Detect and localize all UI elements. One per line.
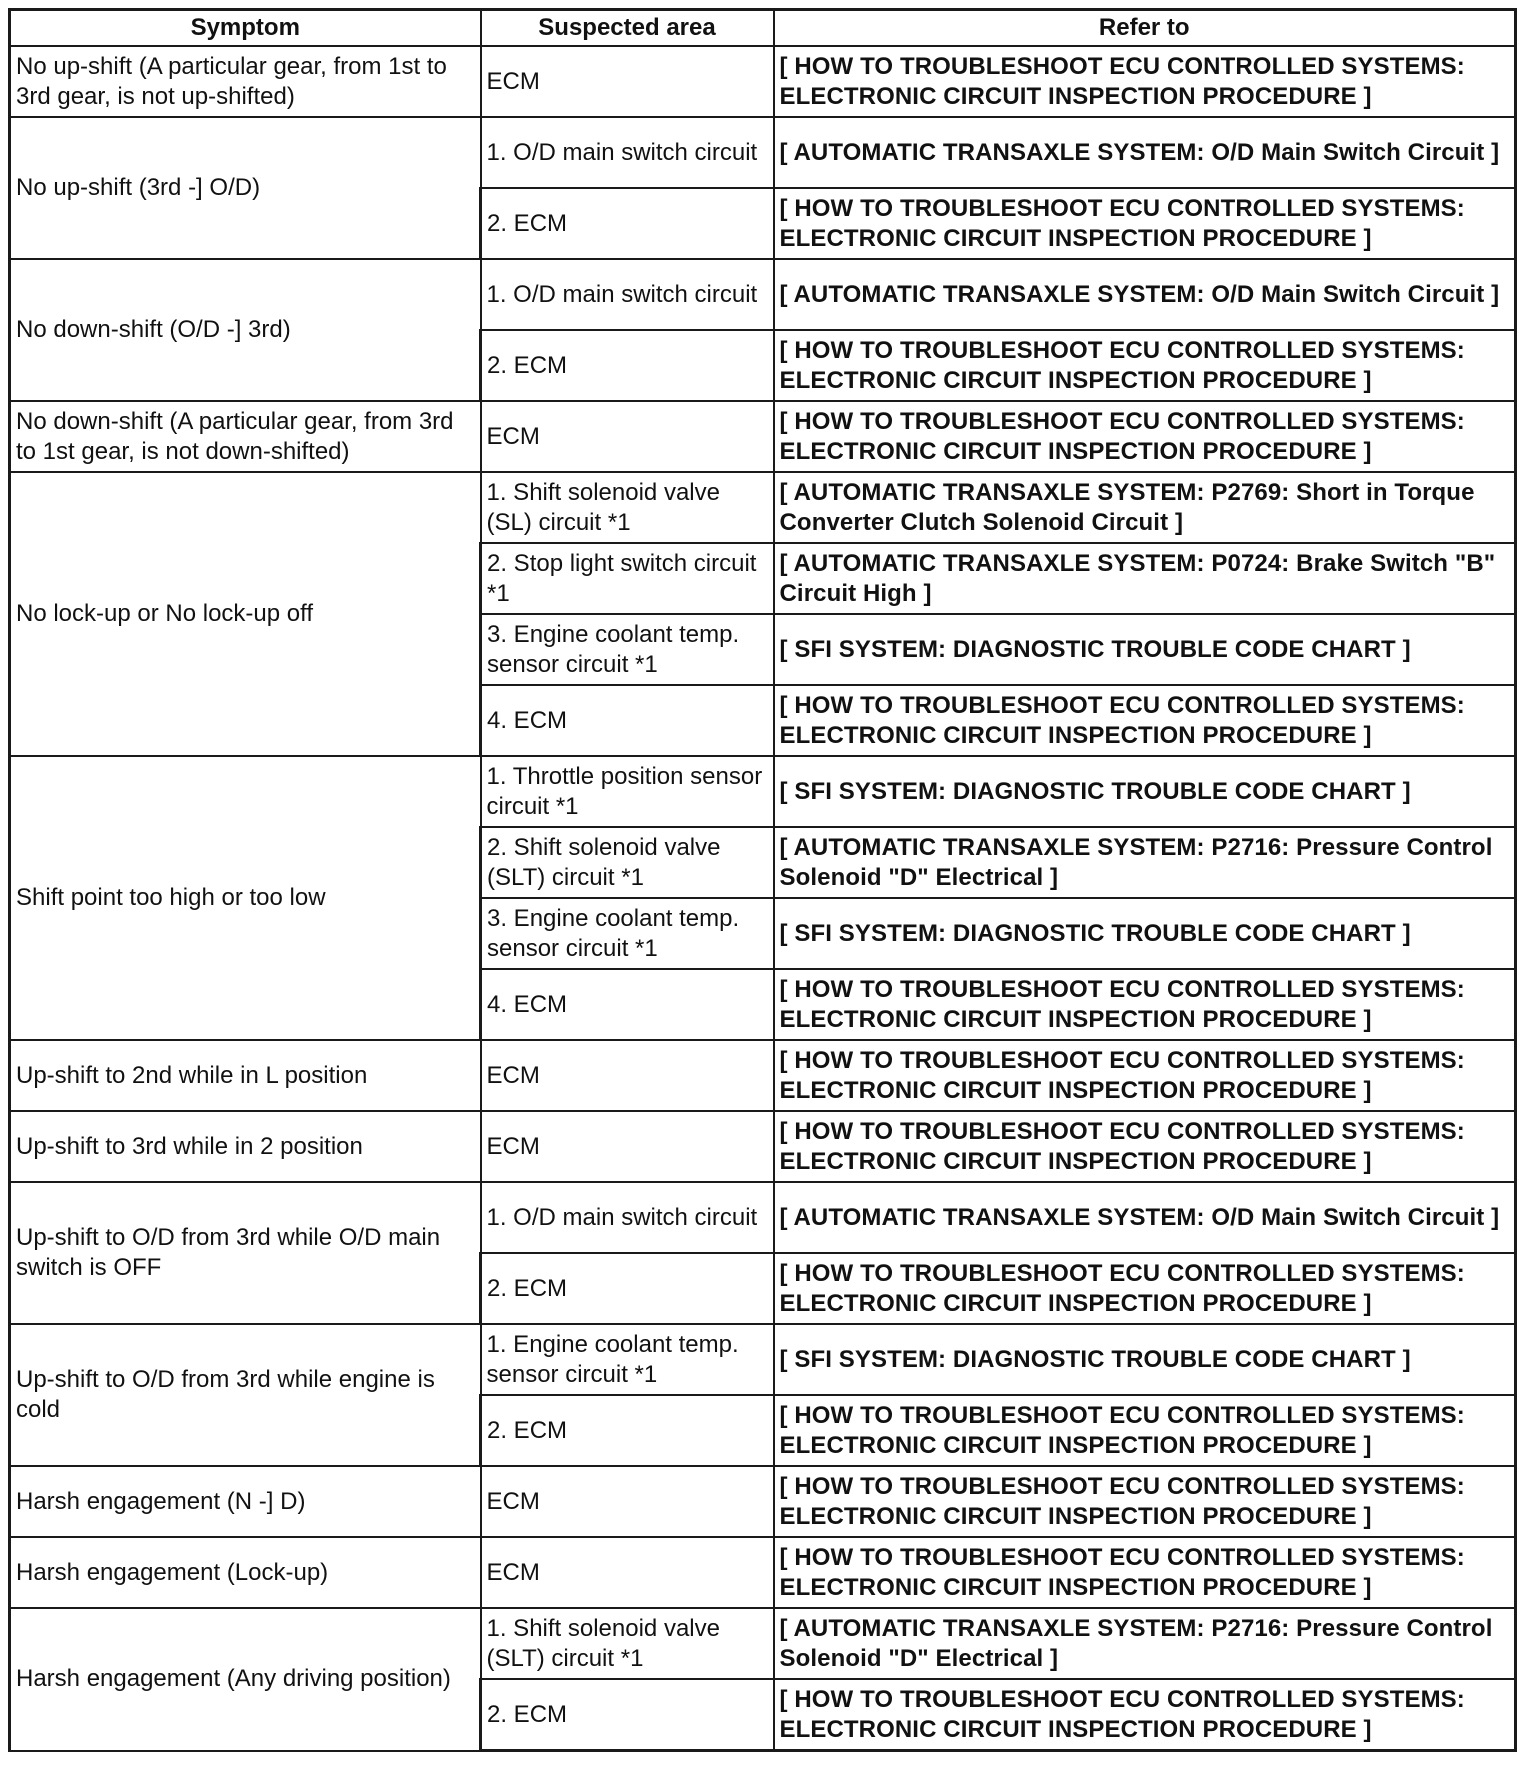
- table-header: [10, 10, 1516, 47]
- suspected-area-cell: ECM: [481, 401, 774, 472]
- suspected-area-cell: ECM: [481, 1111, 774, 1182]
- problem-symptoms-table: [8, 8, 1517, 1752]
- refer-to-link[interactable]: [ HOW TO TROUBLESHOOT ECU CONTROLLED SYSTEMS: ELECTRONIC CIRCUIT INSPECTION PROCEDURE ]: [774, 1253, 1516, 1324]
- suspected-area-cell: 2. ECM: [481, 188, 774, 259]
- header-suspected-area: Suspected area: [481, 10, 774, 47]
- symptom-cell: No up-shift (A particular gear, from 1st to 3rd gear, is not up-shifted): [10, 46, 481, 117]
- suspected-area-cell: 4. ECM: [481, 685, 774, 756]
- suspected-area-cell: 2. Shift solenoid valve (SLT) circuit *1: [481, 827, 774, 898]
- refer-to-link[interactable]: [ HOW TO TROUBLESHOOT ECU CONTROLLED SYSTEMS: ELECTRONIC CIRCUIT INSPECTION PROCEDURE ]: [774, 1111, 1516, 1182]
- symptom-cell: No down-shift (A particular gear, from 3rd to 1st gear, is not down-shifted): [10, 401, 481, 472]
- table-row: [10, 1466, 1516, 1537]
- symptom-cell: Shift point too high or too low: [10, 756, 481, 1040]
- table-row: [10, 1182, 1516, 1253]
- symptom-cell: Up-shift to O/D from 3rd while O/D main switch is OFF: [10, 1182, 481, 1324]
- suspected-area-cell: 1. Shift solenoid valve (SL) circuit *1: [481, 472, 774, 543]
- refer-to-link[interactable]: [ AUTOMATIC TRANSAXLE SYSTEM: P2716: Pressure Control Solenoid "D" Electrical ]: [774, 827, 1516, 898]
- suspected-area-cell: 1. Shift solenoid valve (SLT) circuit *1: [481, 1608, 774, 1679]
- suspected-area-cell: 3. Engine coolant temp. sensor circuit *1: [481, 614, 774, 685]
- suspected-area-cell: 4. ECM: [481, 969, 774, 1040]
- refer-to-link[interactable]: [ HOW TO TROUBLESHOOT ECU CONTROLLED SYSTEMS: ELECTRONIC CIRCUIT INSPECTION PROCEDURE ]: [774, 969, 1516, 1040]
- refer-to-link[interactable]: [ HOW TO TROUBLESHOOT ECU CONTROLLED SYSTEMS: ELECTRONIC CIRCUIT INSPECTION PROCEDURE ]: [774, 1537, 1516, 1608]
- suspected-area-cell: ECM: [481, 1040, 774, 1111]
- symptom-cell: No down-shift (O/D -] 3rd): [10, 259, 481, 401]
- suspected-area-cell: 1. Engine coolant temp. sensor circuit *1: [481, 1324, 774, 1395]
- suspected-area-cell: ECM: [481, 1537, 774, 1608]
- table-row: [10, 46, 1516, 117]
- refer-to-link[interactable]: [ AUTOMATIC TRANSAXLE SYSTEM: P0724: Brake Switch "B" Circuit High ]: [774, 543, 1516, 614]
- suspected-area-cell: 1. O/D main switch circuit: [481, 1182, 774, 1253]
- symptom-cell: Up-shift to 3rd while in 2 position: [10, 1111, 481, 1182]
- refer-to-link[interactable]: [ SFI SYSTEM: DIAGNOSTIC TROUBLE CODE CHART ]: [774, 756, 1516, 827]
- header-symptom: Symptom: [10, 10, 481, 47]
- suspected-area-cell: 2. ECM: [481, 1679, 774, 1751]
- table-row: [10, 117, 1516, 188]
- suspected-area-cell: 1. O/D main switch circuit: [481, 117, 774, 188]
- table-row: [10, 1040, 1516, 1111]
- refer-to-link[interactable]: [ SFI SYSTEM: DIAGNOSTIC TROUBLE CODE CHART ]: [774, 1324, 1516, 1395]
- symptom-cell: Up-shift to 2nd while in L position: [10, 1040, 481, 1111]
- table-row: [10, 1537, 1516, 1608]
- suspected-area-cell: 3. Engine coolant temp. sensor circuit *1: [481, 898, 774, 969]
- symptom-cell: Harsh engagement (Lock-up): [10, 1537, 481, 1608]
- document-page: [8, 8, 1514, 1752]
- refer-to-link[interactable]: [ AUTOMATIC TRANSAXLE SYSTEM: P2769: Short in Torque Converter Clutch Solenoid Circuit ]: [774, 472, 1516, 543]
- header-refer-to: Refer to: [774, 10, 1516, 47]
- refer-to-link[interactable]: [ HOW TO TROUBLESHOOT ECU CONTROLLED SYSTEMS: ELECTRONIC CIRCUIT INSPECTION PROCEDURE ]: [774, 1466, 1516, 1537]
- suspected-area-cell: 2. Stop light switch circuit *1: [481, 543, 774, 614]
- table-row: [10, 401, 1516, 472]
- symptom-cell: No lock-up or No lock-up off: [10, 472, 481, 756]
- table-row: [10, 756, 1516, 827]
- suspected-area-cell: ECM: [481, 46, 774, 117]
- table-row: [10, 1111, 1516, 1182]
- refer-to-link[interactable]: [ AUTOMATIC TRANSAXLE SYSTEM: O/D Main Switch Circuit ]: [774, 1182, 1516, 1253]
- refer-to-link[interactable]: [ HOW TO TROUBLESHOOT ECU CONTROLLED SYSTEMS: ELECTRONIC CIRCUIT INSPECTION PROCEDURE ]: [774, 1040, 1516, 1111]
- header-row: [10, 10, 1516, 47]
- refer-to-link[interactable]: [ SFI SYSTEM: DIAGNOSTIC TROUBLE CODE CHART ]: [774, 614, 1516, 685]
- symptom-cell: Harsh engagement (Any driving position): [10, 1608, 481, 1751]
- table-row: [10, 1608, 1516, 1679]
- refer-to-link[interactable]: [ AUTOMATIC TRANSAXLE SYSTEM: O/D Main Switch Circuit ]: [774, 259, 1516, 330]
- refer-to-link[interactable]: [ AUTOMATIC TRANSAXLE SYSTEM: O/D Main Switch Circuit ]: [774, 117, 1516, 188]
- table-row: [10, 1324, 1516, 1395]
- refer-to-link[interactable]: [ HOW TO TROUBLESHOOT ECU CONTROLLED SYSTEMS: ELECTRONIC CIRCUIT INSPECTION PROCEDURE ]: [774, 1679, 1516, 1751]
- refer-to-link[interactable]: [ HOW TO TROUBLESHOOT ECU CONTROLLED SYSTEMS: ELECTRONIC CIRCUIT INSPECTION PROCEDURE ]: [774, 188, 1516, 259]
- suspected-area-cell: 2. ECM: [481, 1395, 774, 1466]
- suspected-area-cell: 1. Throttle position sensor circuit *1: [481, 756, 774, 827]
- suspected-area-cell: ECM: [481, 1466, 774, 1537]
- symptom-cell: No up-shift (3rd -] O/D): [10, 117, 481, 259]
- refer-to-link[interactable]: [ HOW TO TROUBLESHOOT ECU CONTROLLED SYSTEMS: ELECTRONIC CIRCUIT INSPECTION PROCEDURE ]: [774, 401, 1516, 472]
- table-body: [10, 46, 1516, 1751]
- refer-to-link[interactable]: [ AUTOMATIC TRANSAXLE SYSTEM: P2716: Pressure Control Solenoid "D" Electrical ]: [774, 1608, 1516, 1679]
- refer-to-link[interactable]: [ HOW TO TROUBLESHOOT ECU CONTROLLED SYSTEMS: ELECTRONIC CIRCUIT INSPECTION PROCEDURE ]: [774, 330, 1516, 401]
- suspected-area-cell: 1. O/D main switch circuit: [481, 259, 774, 330]
- refer-to-link[interactable]: [ HOW TO TROUBLESHOOT ECU CONTROLLED SYSTEMS: ELECTRONIC CIRCUIT INSPECTION PROCEDURE ]: [774, 685, 1516, 756]
- symptom-cell: Harsh engagement (N -] D): [10, 1466, 481, 1537]
- table-row: [10, 259, 1516, 330]
- table-row: [10, 472, 1516, 543]
- refer-to-link[interactable]: [ HOW TO TROUBLESHOOT ECU CONTROLLED SYSTEMS: ELECTRONIC CIRCUIT INSPECTION PROCEDURE ]: [774, 46, 1516, 117]
- refer-to-link[interactable]: [ SFI SYSTEM: DIAGNOSTIC TROUBLE CODE CHART ]: [774, 898, 1516, 969]
- refer-to-link[interactable]: [ HOW TO TROUBLESHOOT ECU CONTROLLED SYSTEMS: ELECTRONIC CIRCUIT INSPECTION PROCEDURE ]: [774, 1395, 1516, 1466]
- suspected-area-cell: 2. ECM: [481, 1253, 774, 1324]
- symptom-cell: Up-shift to O/D from 3rd while engine is cold: [10, 1324, 481, 1466]
- suspected-area-cell: 2. ECM: [481, 330, 774, 401]
